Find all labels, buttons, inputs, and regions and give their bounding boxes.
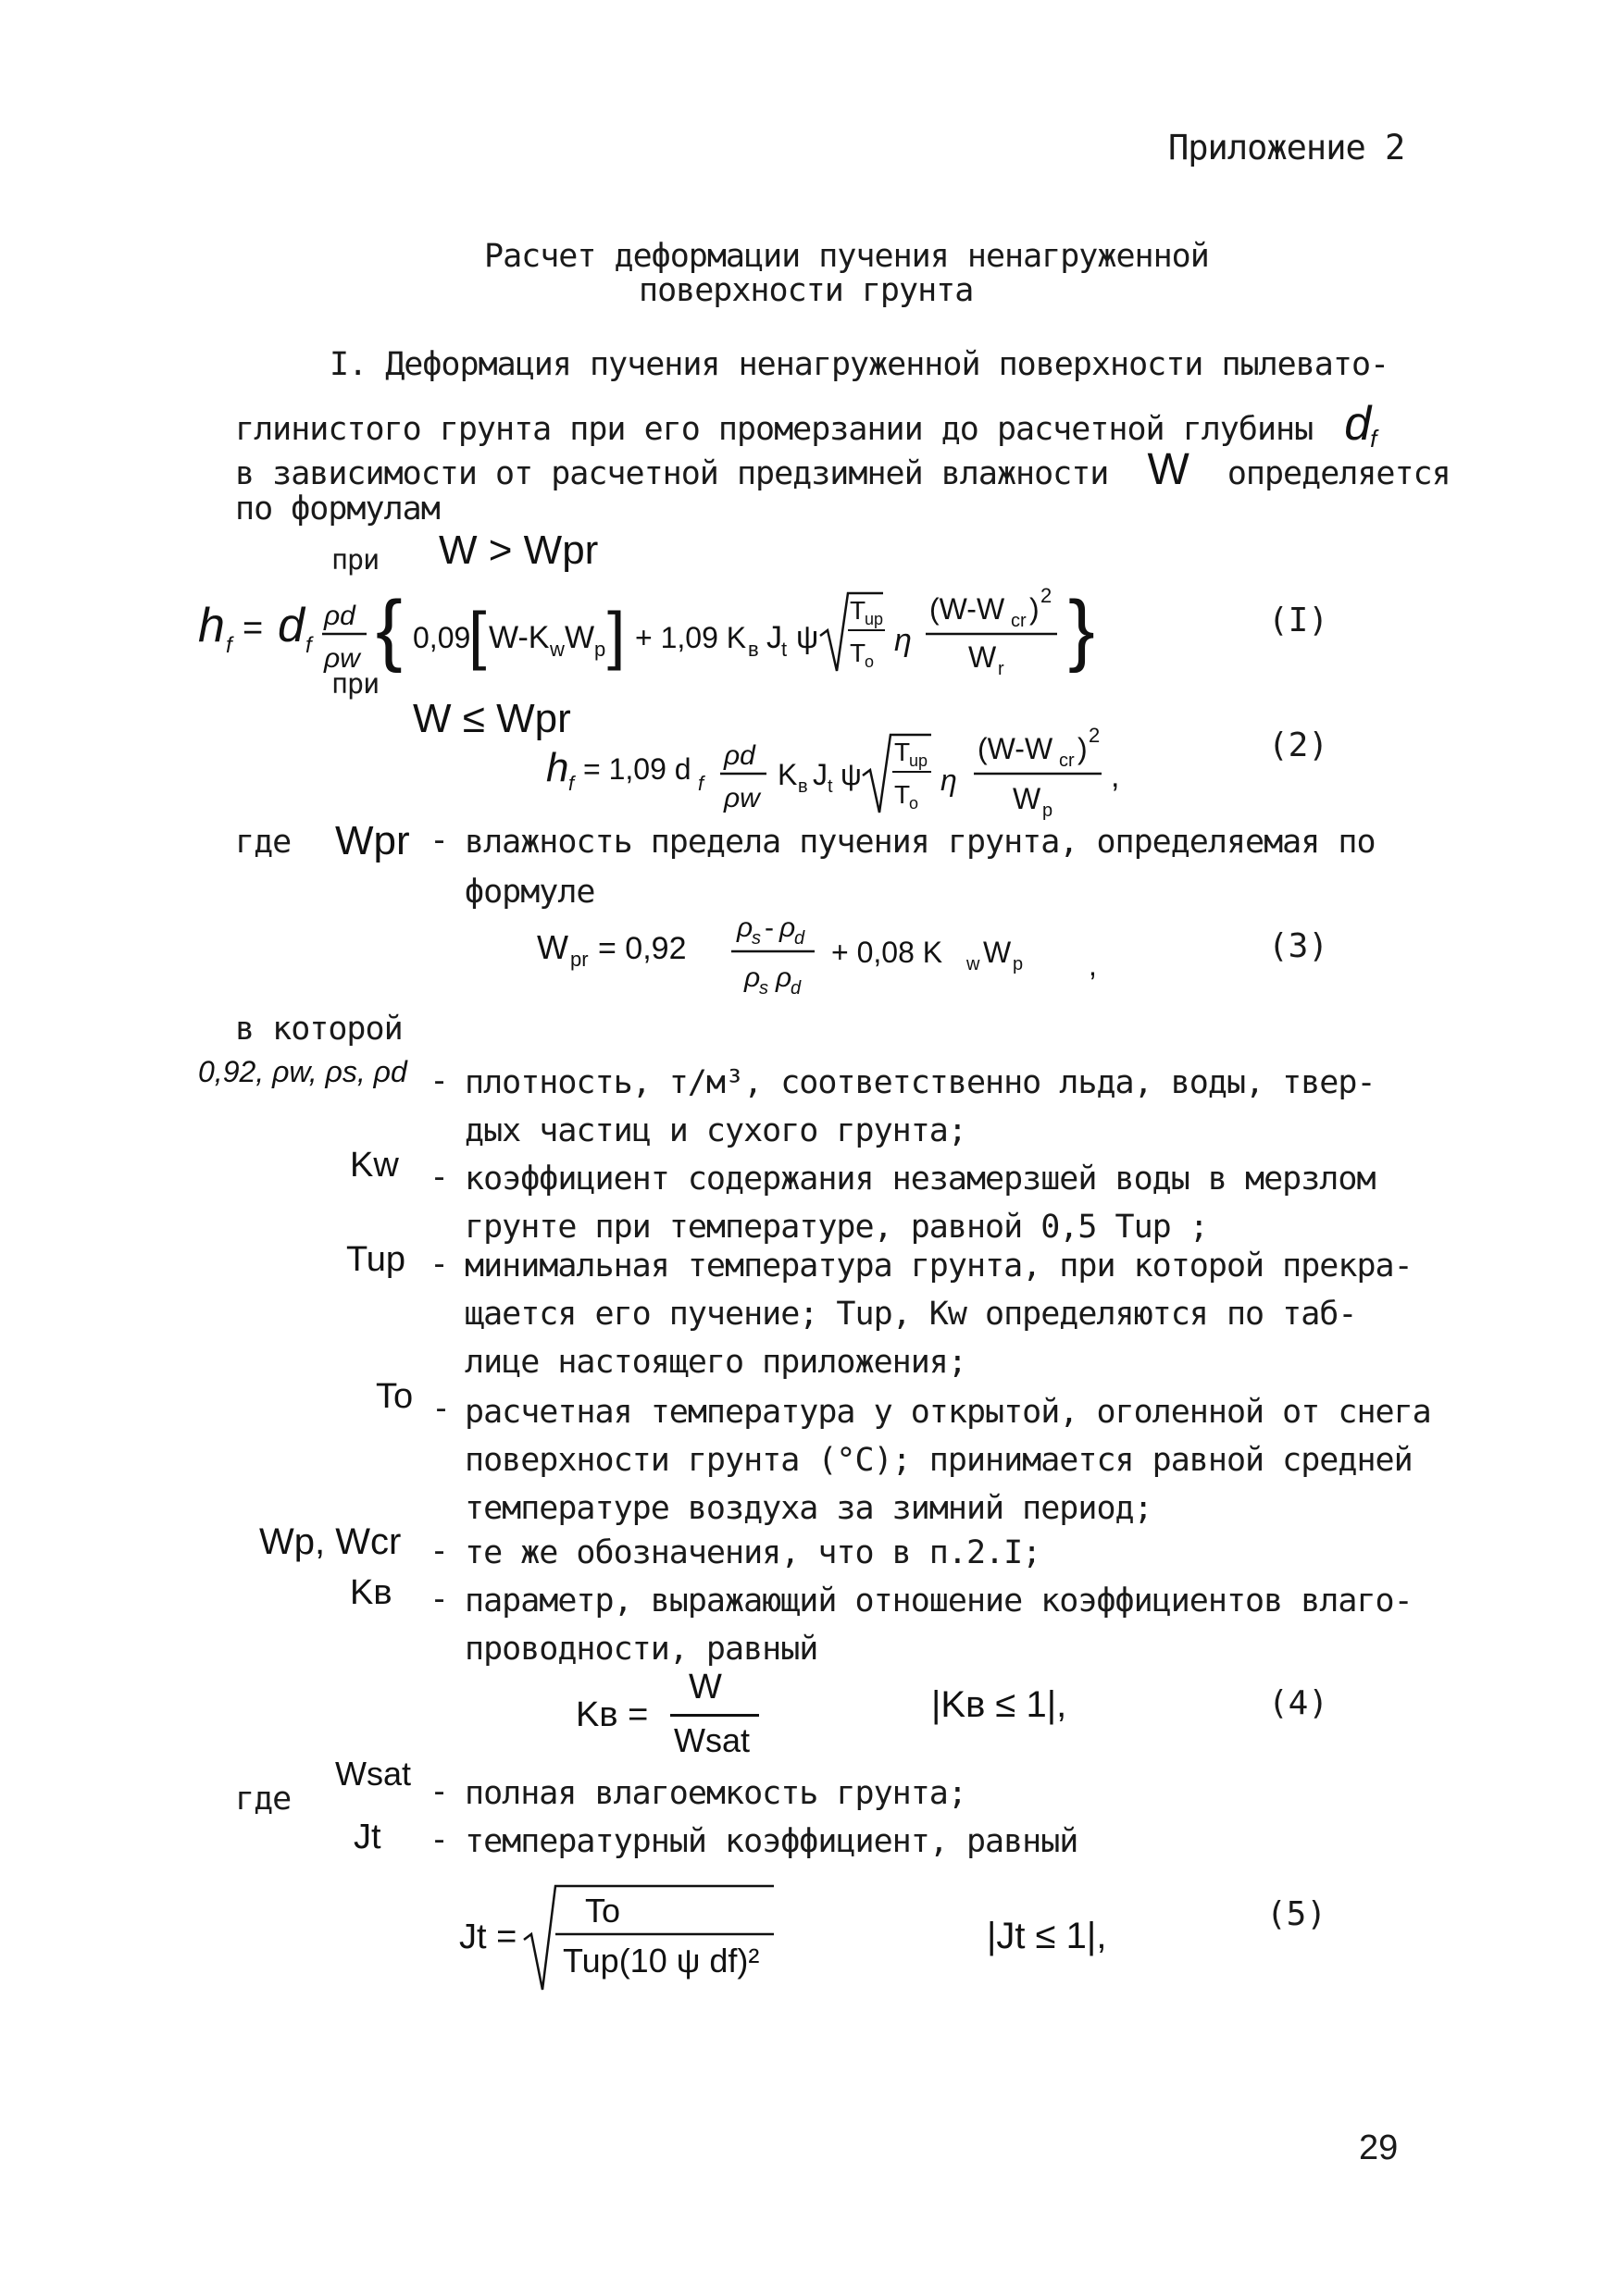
svg-text:W: W — [565, 620, 595, 655]
svg-text:f: f — [305, 633, 312, 658]
intro-line-2: глинистого грунта при его промерзании до расчетной глубины $d_f$ — [235, 397, 1376, 453]
svg-text:J: J — [766, 620, 782, 655]
def-To-line-1: расчетная температура у открытой, оголенной от снега — [465, 1394, 1431, 1431]
svg-text:T: T — [894, 780, 911, 809]
def-symbol-Wsat: Wsat — [335, 1755, 412, 1793]
svg-text:o: o — [909, 794, 919, 813]
def-dash-To: - — [431, 1390, 451, 1427]
svg-text:up: up — [909, 751, 928, 770]
where-label-2: где — [235, 1781, 292, 1818]
def-Kw-line-2: грунте при температуре, равной 0,5 Tup ; — [465, 1209, 1208, 1246]
equation-4-lhs: Kв = — [576, 1695, 649, 1734]
equation-4-fraction-bar — [670, 1714, 759, 1717]
svg-text:p: p — [594, 638, 606, 661]
def-symbol-Jt: Jt — [354, 1818, 381, 1856]
svg-text:d: d — [794, 928, 805, 949]
svg-text:ρ: ρ — [779, 912, 796, 943]
svg-text:η: η — [894, 623, 912, 658]
in-which-label: в которой — [235, 1011, 403, 1048]
svg-text:f: f — [226, 633, 232, 658]
condition-2-expr: W ≤ Wpr — [413, 696, 571, 741]
intro-line-3: в зависимости от расчетной предзимней влажности W определяется — [235, 445, 1451, 494]
svg-text:W: W — [968, 640, 997, 674]
svg-text:]: ] — [607, 599, 626, 671]
svg-text:ρw: ρw — [724, 783, 760, 813]
svg-text:w: w — [966, 954, 980, 974]
where-label-1: где — [235, 824, 292, 861]
svg-text:= 1,09 d: = 1,09 d — [583, 752, 691, 786]
svg-text:r: r — [998, 659, 1004, 679]
svg-text:ψ: ψ — [796, 620, 819, 655]
svg-text:K: K — [778, 758, 798, 791]
svg-text:ρ: ρ — [744, 962, 761, 993]
svg-text:0,09: 0,09 — [413, 621, 471, 654]
def-symbol-Kw: Kw — [350, 1146, 399, 1185]
variable-W: W — [1147, 445, 1189, 494]
page-number: 29 — [1359, 2128, 1399, 2167]
svg-text:T: T — [850, 639, 866, 667]
svg-text:+ 1,09 K: + 1,09 K — [635, 621, 747, 654]
intro-line-1: I. Деформация пучения ненагруженной поверхности пылевато- — [330, 346, 1389, 383]
svg-text:t: t — [781, 638, 788, 661]
svg-text:w: w — [550, 638, 565, 661]
equation-5-denominator: Tup(10 ψ df)² — [563, 1942, 760, 1980]
svg-text:h: h — [198, 599, 225, 652]
def-To-line-2: поверхности грунта (°C); принимается равной средней — [465, 1442, 1413, 1479]
svg-text:d: d — [278, 599, 305, 652]
condition-1-expr: W > Wpr — [439, 527, 599, 573]
svg-text:,: , — [1111, 759, 1120, 794]
equation-4-number: (4) — [1268, 1684, 1329, 1722]
def-Kv-line-2: проводности, равный — [465, 1631, 818, 1668]
def-symbol-Wp-Wcr: Wp, Wcr — [259, 1521, 402, 1562]
symbol-Wpr: Wpr — [335, 818, 410, 863]
svg-text:T: T — [850, 596, 866, 625]
svg-text:h: h — [546, 745, 569, 790]
where-1-dash: - — [430, 822, 449, 859]
svg-text:): ) — [1077, 732, 1088, 765]
svg-text:J: J — [813, 758, 828, 791]
condition-2-word: при — [331, 668, 380, 701]
def-Jt-line: температурный коэффициент, равный — [465, 1823, 1078, 1860]
equation-3-number: (3) — [1268, 927, 1329, 965]
svg-text:+ 0,08 K: + 0,08 K — [831, 936, 943, 969]
svg-text:p: p — [1013, 954, 1024, 974]
svg-text:в: в — [748, 638, 759, 661]
def-dash-Wp-Wcr: - — [430, 1533, 449, 1570]
svg-text:}: } — [1068, 585, 1095, 674]
def-dash-densities: - — [430, 1062, 449, 1099]
variable-d: d — [1344, 397, 1371, 451]
equation-3 — [533, 898, 1144, 1009]
def-dash-Kw: - — [430, 1159, 449, 1196]
def-Wp-Wcr-line-1: те же обозначения, что в п.2.I; — [465, 1534, 1041, 1571]
def-Kv-line-1: параметр, выражающий отношение коэффициентов влаго- — [465, 1582, 1413, 1620]
svg-text:,: , — [1089, 949, 1097, 982]
svg-text:W-K: W-K — [489, 620, 550, 655]
def-Tup-line-3: лице настоящего приложения; — [465, 1344, 966, 1381]
def-To-line-3: температуре воздуха за зимний период; — [465, 1490, 1152, 1527]
svg-text:pr: pr — [570, 948, 589, 971]
appendix-label: Приложение 2 — [1168, 128, 1405, 168]
svg-text:T: T — [894, 738, 911, 766]
def-symbol-Tup: Tup — [346, 1240, 406, 1279]
svg-text:(W-W: (W-W — [929, 592, 1005, 626]
svg-text:-: - — [765, 912, 774, 943]
svg-text:t: t — [828, 776, 833, 797]
svg-text:ρd: ρd — [324, 601, 355, 631]
def-symbol-To: To — [376, 1377, 414, 1416]
svg-text:p: p — [1042, 800, 1053, 821]
svg-text:ρw: ρw — [324, 643, 360, 674]
def-dash-Jt: - — [430, 1821, 449, 1858]
def-Kw-line-1: коэффициент содержания незамерзшей воды в мерзлом — [465, 1160, 1376, 1198]
equation-5-number: (5) — [1266, 1895, 1327, 1933]
svg-text:o: o — [865, 652, 875, 671]
svg-text:ρ: ρ — [776, 962, 792, 993]
svg-text:W: W — [537, 928, 568, 966]
def-Tup-line-2: щается его пучение; Tup, Kw определяются по таб- — [465, 1296, 1357, 1333]
equation-4-condition: |Kв ≤ 1|, — [931, 1684, 1067, 1725]
def-Tup-line-1: минимальная температура грунта, при которой прекра- — [465, 1247, 1413, 1285]
intro-line-4: по формулам — [235, 490, 440, 527]
equation-5-lhs: Jt = — [459, 1917, 517, 1956]
svg-text:2: 2 — [1040, 584, 1052, 607]
svg-text:s: s — [759, 978, 768, 999]
svg-text:= 0,92: = 0,92 — [598, 931, 687, 966]
def-symbol-Kv: Kв — [350, 1573, 392, 1612]
condition-1-word: при — [331, 544, 380, 577]
equation-5-condition: |Jt ≤ 1|, — [987, 1916, 1107, 1956]
equation-5-numerator: To — [585, 1892, 621, 1930]
svg-text:f: f — [568, 772, 575, 795]
title-line-1: Расчет деформации пучения ненагруженной — [484, 238, 1209, 275]
def-densities-line-2: дых частиц и сухого грунта; — [465, 1112, 966, 1149]
svg-text:{: { — [376, 585, 403, 674]
svg-text:cr: cr — [1011, 611, 1027, 631]
svg-text:ρd: ρd — [724, 740, 755, 771]
equation-4-denominator: Wsat — [674, 1721, 751, 1759]
svg-text:f: f — [698, 772, 704, 795]
equation-2 — [542, 720, 1311, 831]
svg-text:[: [ — [468, 599, 487, 671]
svg-text:s: s — [752, 928, 761, 949]
svg-text:=: = — [243, 609, 264, 648]
svg-text:ψ: ψ — [841, 758, 862, 791]
equation-4-numerator: W — [689, 1668, 722, 1706]
svg-text:(W-W: (W-W — [978, 732, 1053, 765]
equation-2-number: (2) — [1268, 726, 1329, 764]
where-1-line-1: влажность предела пучения грунта, определяемая по — [465, 824, 1376, 861]
svg-text:η: η — [940, 763, 957, 797]
svg-text:): ) — [1029, 592, 1040, 626]
def-symbol-densities: 0,92, ρw, ρs, ρd — [198, 1055, 407, 1088]
title-line-2: поверхности грунта — [639, 272, 974, 309]
svg-text:W: W — [1013, 782, 1041, 815]
def-Wsat-line: полная влагоемкость грунта; — [465, 1775, 966, 1812]
svg-text:cr: cr — [1059, 751, 1075, 771]
svg-text:d: d — [791, 978, 802, 999]
svg-text:W: W — [983, 936, 1012, 969]
def-dash-Wsat: - — [430, 1773, 449, 1810]
def-dash-Tup: - — [430, 1246, 449, 1283]
def-densities-line-1: плотность, т/м³, соответственно льда, воды, твер- — [465, 1064, 1376, 1101]
svg-text:2: 2 — [1089, 724, 1101, 747]
svg-text:up: up — [865, 610, 884, 628]
where-1-line-2: формуле — [465, 874, 595, 911]
def-dash-Kv: - — [430, 1581, 449, 1618]
svg-text:ρ: ρ — [737, 912, 753, 943]
equation-1-number: (I) — [1268, 602, 1329, 639]
svg-text:в: в — [798, 776, 808, 797]
